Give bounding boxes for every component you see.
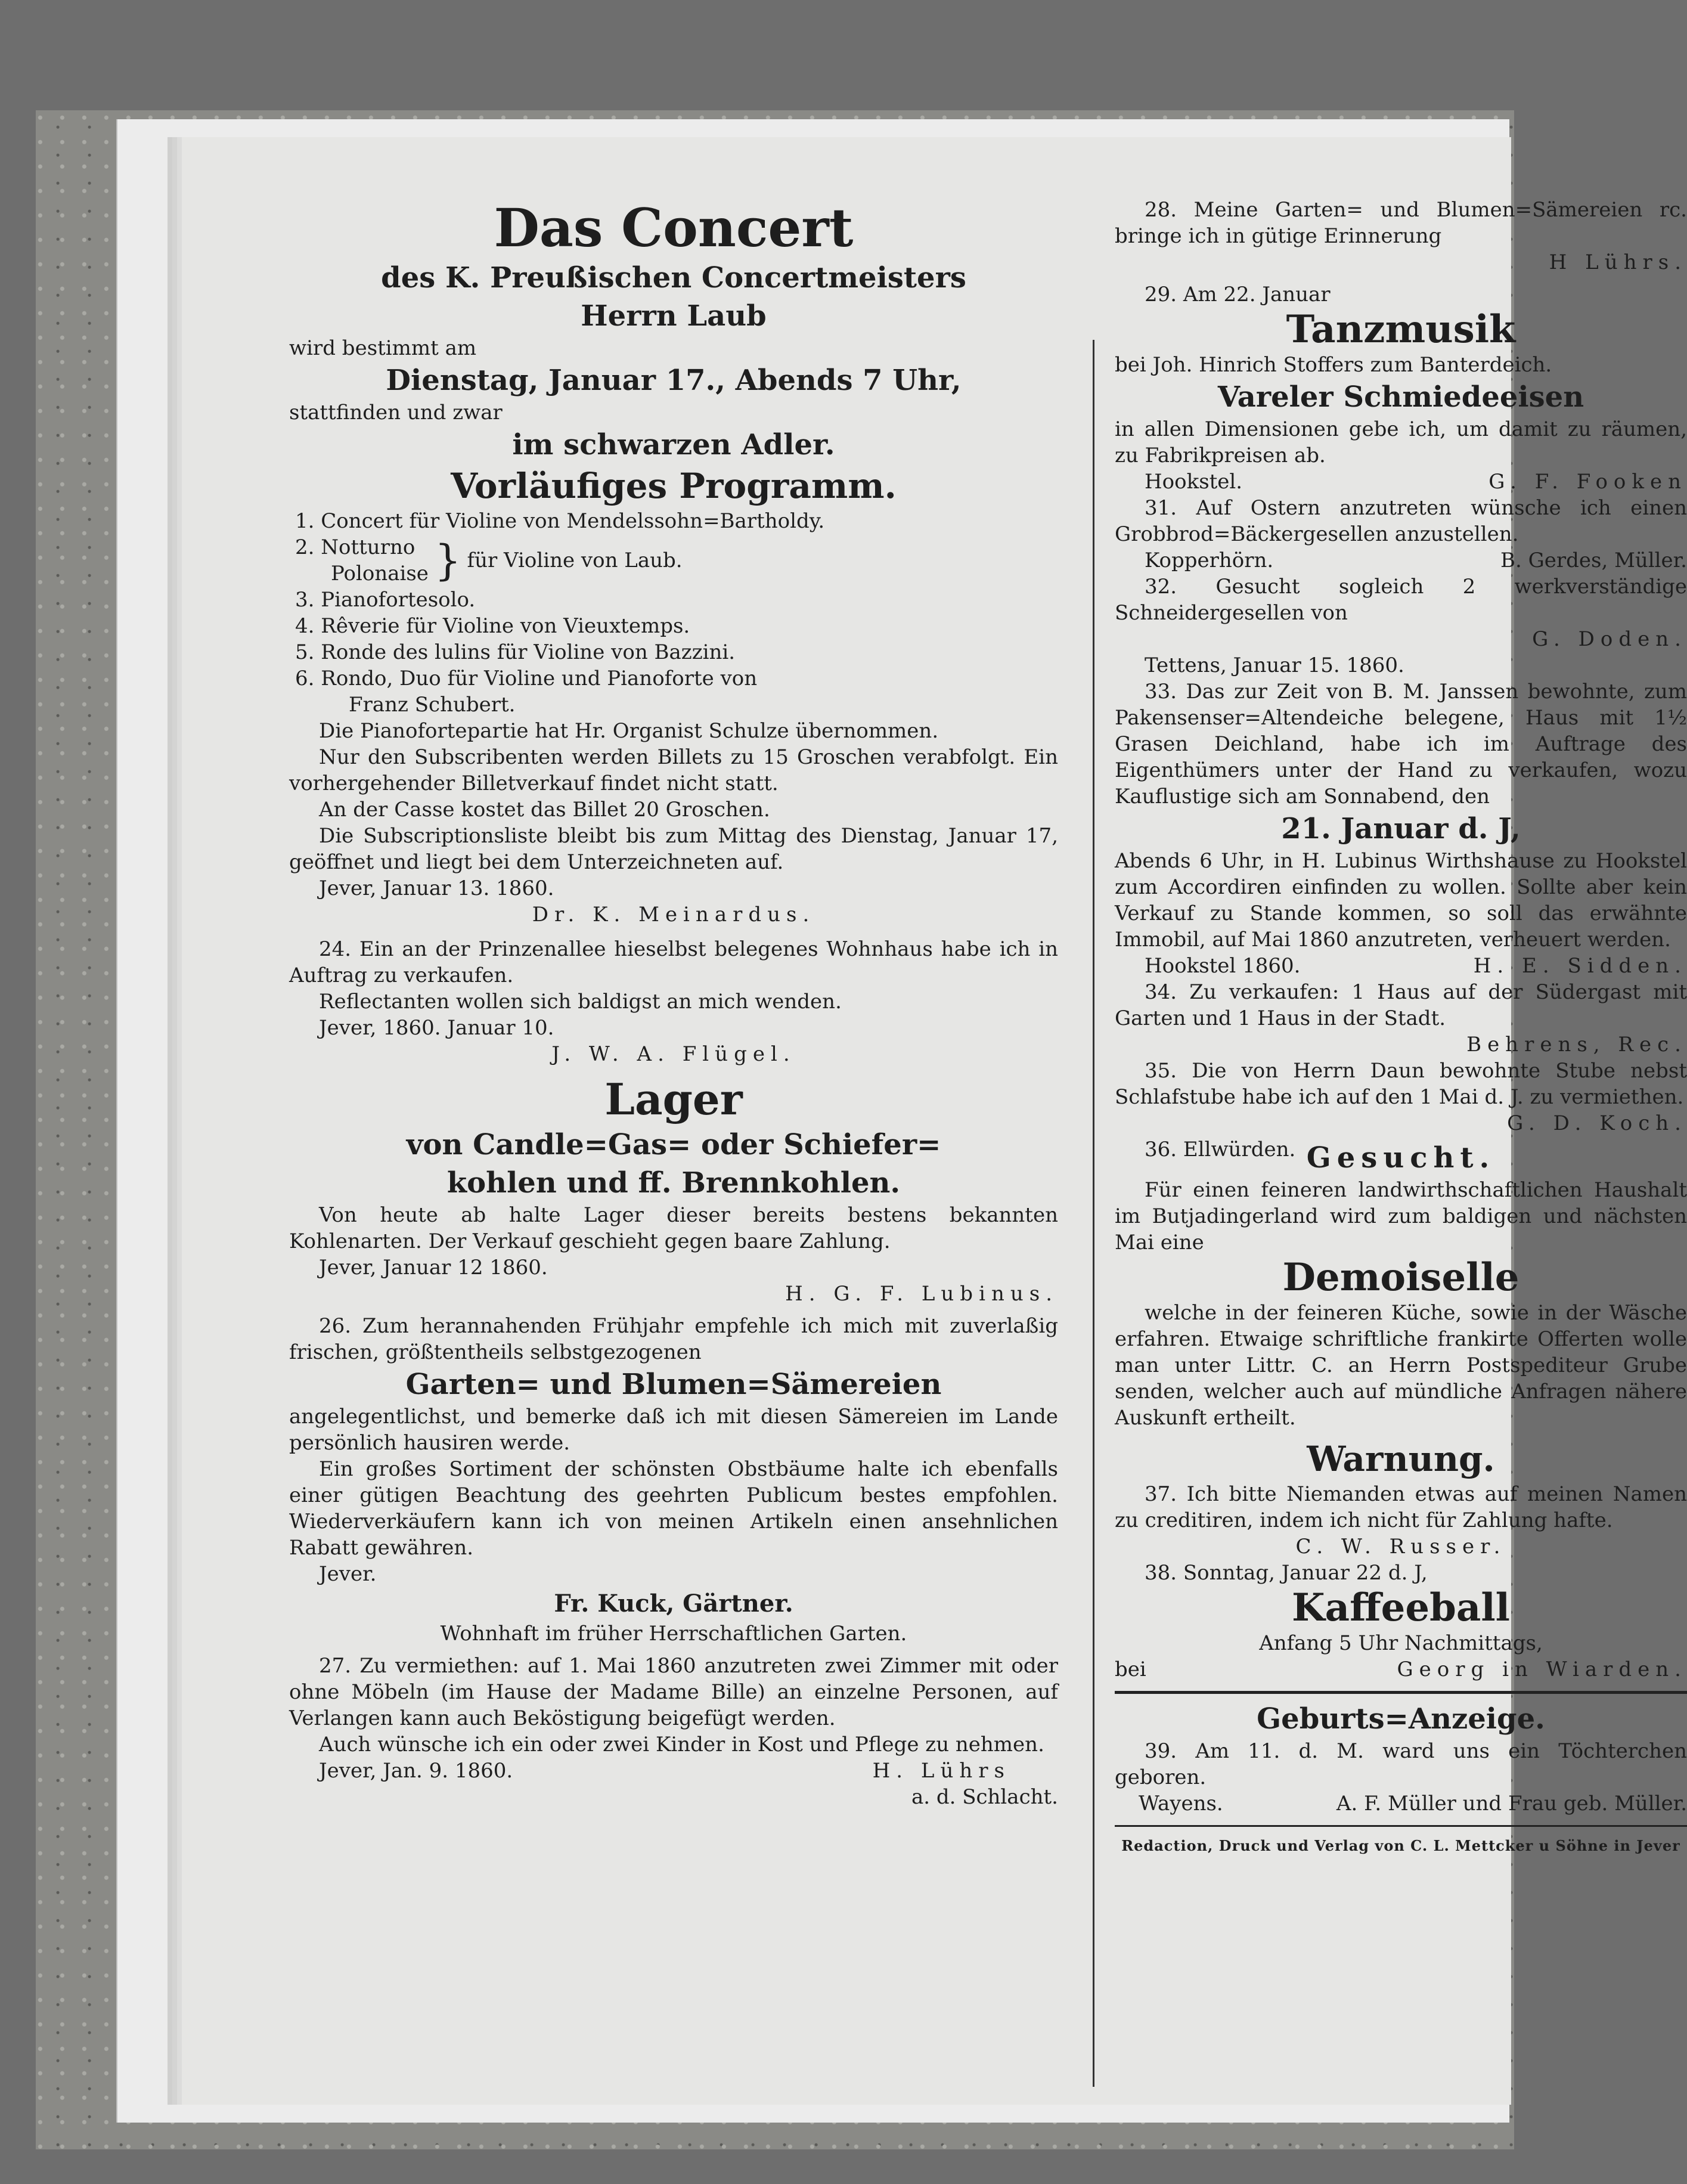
ad33-sign-line: [1115, 953, 1687, 979]
ad-37: [1115, 1437, 1687, 1560]
program-item-2a: 2. Notturno: [295, 535, 415, 559]
program-item-6: 6. Rondo, Duo für Violine und Pianoforte von: [295, 667, 758, 690]
ad31-sign-line: [1115, 547, 1687, 574]
lager-text: Von heute ab halte Lager dieser bereits bestens bekannten Kohlenarten. Der Verkauf geschieht gegen baare Zahlung.: [289, 1203, 1058, 1253]
concert-date: Dienstag, Januar 17., Abends 7 Uhr,: [386, 364, 962, 397]
newspaper-page: [182, 137, 1687, 2105]
ad24-text: 24. Ein an der Prinzenallee hieselbst belegenes Wohnhaus habe ich in Auftrag zu verkaufen.: [289, 937, 1058, 987]
section-rule: [1115, 1691, 1687, 1694]
ad31-text: 31. Auf Ostern anzutreten wünsche ich einen Grobbrod=Bäckergesellen anzustellen.: [1115, 496, 1687, 546]
concert-place-date: Jever, Januar 13. 1860.: [319, 876, 554, 900]
lager-place-date: Jever, Januar 12 1860.: [319, 1256, 548, 1280]
ad33-text: 33. Das zur Zeit von B. M. Janssen bewohnte, zum Pakensenser=Altendeiche belegene, Haus mit 1½ Grasen Deichland, habe ich im Auftrage des Eigenthümers unter der Hand zu verkaufen, wozu Kauflustige sich am Sonnabend, den: [1115, 680, 1687, 808]
ad30-text: in allen Dimensionen gebe ich, um damit zu räumen, zu Fabrikpreisen ab.: [1115, 417, 1687, 467]
concert-para2: Nur den Subscribenten werden Billets zu 15 Groschen verabfolgt. Ein vorhergehender Billetverkauf findet nicht statt.: [289, 745, 1058, 795]
ad29-text: bei Joh. Hinrich Stoffers zum Banterdeich.: [1115, 353, 1552, 377]
concert-para4: Die Subscriptionsliste bleibt bis zum Mittag des Dienstag, Januar 17, geöffnet und liegt bei dem Unterzeichneten auf.: [289, 824, 1058, 874]
ad28-text: 28. Meine Garten= und Blumen=Sämereien rc. bringe ich in gütige Erinnerung: [1115, 198, 1687, 248]
footer-rule: [1115, 1825, 1687, 1827]
ad27-sign-line: [289, 1758, 1058, 1784]
ad-29: [1115, 281, 1687, 378]
ad36-heading: Gesucht.: [1306, 1141, 1496, 1175]
ad38-sign-line: [1115, 1656, 1687, 1683]
ad35-text: 35. Die von Herrn Daun bewohnte Stube nebst Schlafstube habe ich auf den 1 Mai d. J. zu vermiethen.: [1115, 1059, 1687, 1109]
ad38-bei: bei: [1115, 1658, 1146, 1681]
program-item-2: 2. Notturno Polonaise } für Violine von Laub.: [295, 535, 683, 586]
ad38-signature: Georg in Wiarden.: [1397, 1658, 1687, 1681]
left-column: [289, 197, 1058, 1810]
ad-36: [1115, 1136, 1687, 1431]
program-item-3: 3. Pianofortesolo.: [295, 588, 476, 612]
ad-39: [1115, 1700, 1687, 1817]
ad39-sign-line: [1115, 1790, 1687, 1817]
concert-signature: Dr. K. Meinardus.: [532, 903, 815, 927]
ad33-text2: Abends 6 Uhr, in H. Lubinus Wirthshause zu Hookstel zum Accordiren einfinden zu wollen. Sollte aber kein Verkauf zu Stande kommen, so soll das erwähnte Immobil, auf Mai 1860 anzutreten, verheuert werden.: [1115, 849, 1687, 952]
ad35-signature: G. D. Koch.: [1507, 1111, 1687, 1135]
program-item-2b: Polonaise: [331, 562, 429, 586]
ad36-text: Für einen feineren landwirthschaftlichen Haushalt im Butjadingerland wird zum baldigen und nächsten Mai eine: [1115, 1178, 1687, 1254]
ad37-signature: C. W. Russer.: [1295, 1535, 1506, 1559]
concert-venue: im schwarzen Adler.: [512, 428, 835, 461]
program-item-5: 5. Ronde des lulins für Violine von Bazzini.: [295, 640, 736, 664]
ad36-big: Demoiselle: [1282, 1255, 1519, 1300]
program-heading: Vorläufiges Programm.: [451, 466, 897, 506]
concert-line2: Herrn Laub: [581, 299, 767, 333]
ad36-text2: welche in der feineren Küche, sowie in der Wäsche erfahren. Etwaige schriftliche frankirte Offerten wolle man unter Littr. C. an Herrn Postspediteur Grube senden, welcher auch auf mündliche Anfragen nähere Auskunft ertheilt.: [1115, 1301, 1687, 1430]
ad30-heading: Vareler Schmiedeeisen: [1217, 380, 1584, 414]
ad30-signature: G. F. Fooken: [1488, 470, 1687, 494]
ad-38: [1115, 1560, 1687, 1683]
lager-ad: [289, 1073, 1058, 1307]
ad31-place: Kopperhörn.: [1145, 549, 1274, 572]
ad31-signature: B. Gerdes, Müller.: [1500, 549, 1687, 572]
ad26-place: Jever.: [319, 1562, 377, 1586]
ad26-heading: Garten= und Blumen=Sämereien: [405, 1368, 942, 1401]
ad-26: [289, 1313, 1058, 1647]
ad34-signature: Behrens, Rec.: [1466, 1033, 1687, 1057]
ad38-intro: 38. Sonntag, Januar 22 d. J,: [1145, 1561, 1428, 1585]
ad30-place: Hookstel.: [1145, 470, 1243, 494]
ad-34: [1115, 979, 1687, 1058]
ad33-place: Hookstel 1860.: [1145, 954, 1301, 978]
ad34-text: 34. Zu verkaufen: 1 Haus auf der Südergast mit Garten und 1 Haus in der Stadt.: [1115, 980, 1687, 1030]
ad26-text2: angelegentlichst, und bemerke daß ich mit diesen Sämereien im Lande persönlich hausiren werde.: [289, 1405, 1058, 1455]
program-item-6b: Franz Schubert.: [349, 693, 516, 717]
ad32-text: 32. Gesucht sogleich 2 werkverständige Schneidergesellen von: [1115, 575, 1687, 625]
ad38-heading: Kaffeeball: [1292, 1585, 1510, 1630]
ad24-place-date: Jever, 1860. Januar 10.: [319, 1016, 554, 1040]
ad39-signature: A. F. Müller und Frau geb. Müller.: [1336, 1792, 1687, 1816]
ad32-place-date: Tettens, Januar 15. 1860.: [1145, 653, 1404, 677]
ad26-text3: Ein großes Sortiment der schönsten Obstbäume halte ich ebenfalls einer gütigen Beachtung des geehrten Publicum bestes empfohlen. Wiederverkäufern kann ich von meinen Artikeln einen ansehnlichen Rabatt gewähren.: [289, 1457, 1058, 1560]
ad26-text: 26. Zum herannahenden Frühjahr empfehle ich mich mit zuverlaßig frischen, größtentheils selbstgezogenen: [289, 1314, 1058, 1364]
ad39-place: Wayens.: [1139, 1792, 1223, 1816]
ad-35: [1115, 1058, 1687, 1136]
lager-sub2: kohlen und ff. Brennkohlen.: [446, 1166, 901, 1200]
lager-sub1: von Candle=Gas= oder Schiefer=: [406, 1128, 941, 1161]
ad33-date: 21. Januar d. J,: [1281, 812, 1521, 845]
concert-line1: des K. Preußischen Concertmeisters: [381, 261, 966, 295]
ad26-address: Wohnhaft im früher Herrschaftlichen Garten.: [440, 1622, 907, 1646]
concert-para1: Die Pianofortepartie hat Hr. Organist Schulze übernommen.: [319, 719, 939, 743]
ad24-text2: Reflectanten wollen sich baldigst an mich wenden.: [319, 990, 842, 1014]
program-item-2c: für Violine von Laub.: [467, 549, 683, 572]
ad36-place: 36. Ellwürden.: [1145, 1138, 1296, 1161]
ad-28: [1115, 197, 1687, 275]
concert-ad: [289, 197, 1058, 928]
concert-title: Das Concert: [494, 197, 854, 259]
ad26-signature: Fr. Kuck, Gärtner.: [554, 1590, 793, 1618]
imprint-footer: Redaction, Druck und Verlag von C. L. Mettcker u Söhne in Jever: [1121, 1837, 1680, 1854]
ad39-text: 39. Am 11. d. M. ward uns ein Töchterchen geboren.: [1115, 1739, 1687, 1789]
ad27-place-date: Jever, Jan. 9. 1860.: [319, 1759, 513, 1783]
ad-30: [1115, 378, 1687, 495]
ad24-signature: J. W. A. Flügel.: [551, 1042, 796, 1066]
concert-line3: wird bestimmt am: [289, 336, 477, 360]
program-item-4: 4. Rêverie für Violine von Vieuxtemps.: [295, 614, 690, 638]
program-item-1: 1. Concert für Violine von Mendelssohn=Bartholdy.: [295, 509, 825, 533]
ad-27: [289, 1653, 1058, 1810]
lager-title: Lager: [604, 1074, 743, 1124]
right-column: [1115, 197, 1687, 1859]
ad29-heading: Tanzmusik: [1286, 307, 1516, 352]
ad37-heading: Warnung.: [1307, 1439, 1495, 1479]
ad-24: [289, 936, 1058, 1067]
ad27-text: 27. Zu vermiethen: auf 1. Mai 1860 anzutreten zwei Zimmer mit oder ohne Möbeln (im Hause der Madame Bille) an einzelne Personen, auf Verlangen kann auch Beköstigung beigefügt werden.: [289, 1654, 1058, 1730]
ad32-signature: G. Doden.: [1532, 627, 1687, 651]
ad-31: [1115, 495, 1687, 574]
ad27-signature2: a. d. Schlacht.: [911, 1785, 1058, 1809]
ad37-text: 37. Ich bitte Niemanden etwas auf meinen Namen zu creditiren, indem ich nicht für Zahlung hafte.: [1115, 1482, 1687, 1532]
ad27-signature: H. Lührs: [872, 1759, 1010, 1783]
ad39-heading: Geburts=Anzeige.: [1257, 1702, 1545, 1736]
ad-33: [1115, 679, 1687, 979]
lager-signature: H. G. F. Lubinus.: [785, 1282, 1058, 1306]
ad30-sign-line: [1115, 469, 1687, 495]
ad-32: [1115, 574, 1687, 679]
ad38-time: Anfang 5 Uhr Nachmittags,: [1259, 1631, 1543, 1655]
concert-para3: An der Casse kostet das Billet 20 Groschen.: [319, 798, 770, 822]
column-divider: [1093, 340, 1094, 2087]
ad29-intro: 29. Am 22. Januar: [1145, 283, 1331, 306]
ad33-signature: H. E. Sidden.: [1473, 954, 1687, 978]
ad28-signature: H Lührs.: [1549, 250, 1687, 274]
concert-line4: stattfinden und zwar: [289, 401, 503, 425]
ad27-text2: Auch wünsche ich ein oder zwei Kinder in Kost und Pflege zu nehmen.: [319, 1733, 1044, 1757]
